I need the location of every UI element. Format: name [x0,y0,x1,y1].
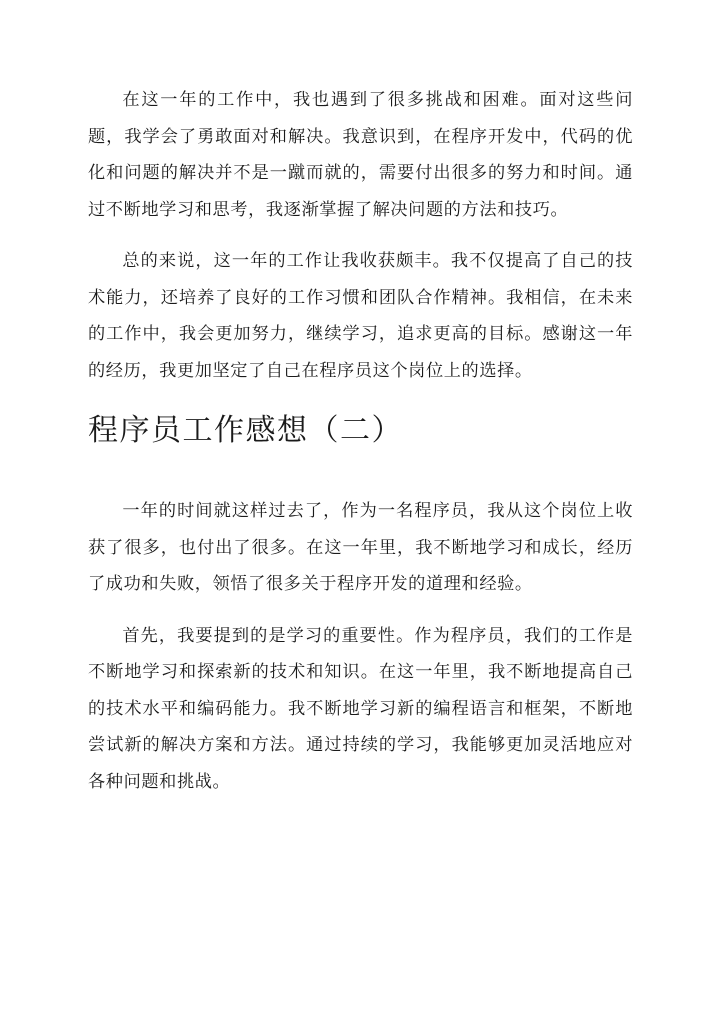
document-page [88,82,633,800]
paragraph-challenges: 在这一年的工作中，我也遇到了很多挑战和困难。面对这些问题，我学会了勇敢面对和解决。我意识到，在程序开发中，代码的优化和问题的解决并不是一蹴而就的，需要付出很多的努力和时间。通过不断地学习和思考，我逐渐掌握了解决问题的方法和技巧。 [88,90,633,220]
paragraph-year-review: 一年的时间就这样过去了，作为一名程序员，我从这个岗位上收获了很多，也付出了很多。在这一年里，我不断地学习和成长，经历了成功和失败，领悟了很多关于程序开发的道理和经验。 [88,501,633,594]
paragraph-summary: 总的来说，这一年的工作让我收获颇丰。我不仅提高了自己的技术能力，还培养了良好的工作习惯和团队合作精神。我相信，在未来的工作中，我会更加努力，继续学习，追求更高的目标。感谢这一年的经历，我更加坚定了自己在程序员这个岗位上的选择。 [88,251,633,381]
paragraph-learning: 首先，我要提到的是学习的重要性。作为程序员，我们的工作是不断地学习和探索新的技术和知识。在这一年里，我不断地提高自己的技术水平和编码能力。我不断地学习新的编程语言和框架，不断地尝试新的解决方案和方法。通过持续的学习，我能够更加灵活地应对各种问题和挑战。 [88,625,633,792]
section-heading: 程序员工作感想（二） [88,413,403,448]
